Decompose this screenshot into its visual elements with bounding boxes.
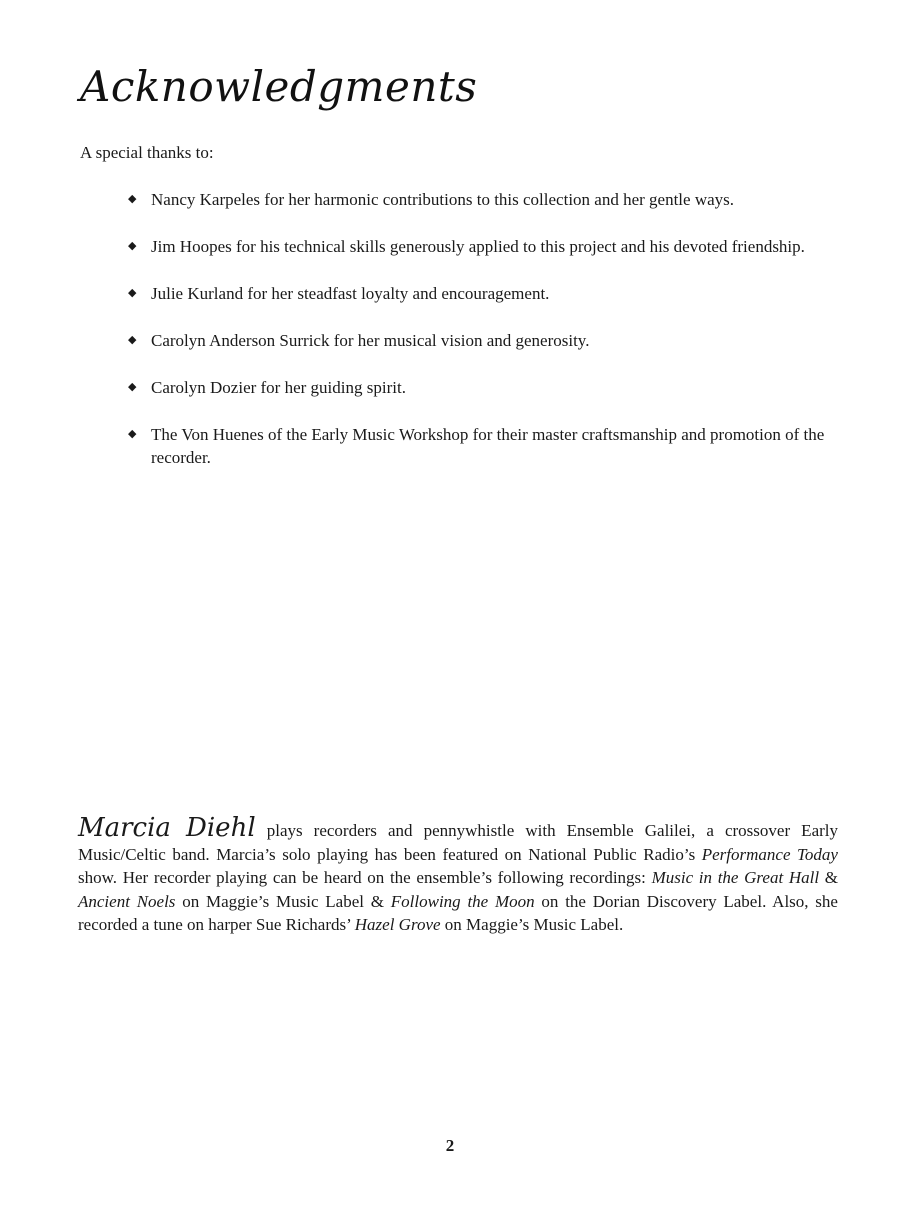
list-item xyxy=(128,423,838,469)
thanks-text: Jim Hoopes for his technical skills generously applied to this project and his devoted friendship. xyxy=(151,237,805,256)
bio-title-italic: Following the Moon xyxy=(390,891,535,911)
bullet-icon: ◆ xyxy=(128,428,137,440)
bio-title-italic: Ancient Noels xyxy=(78,891,176,911)
list-item xyxy=(128,376,838,399)
thanks-text: Carolyn Anderson Surrick for her musical vision and generosity. xyxy=(151,331,590,350)
thanks-text: Nancy Karpeles for her harmonic contributions to this collection and her gentle ways. xyxy=(151,190,735,209)
thanks-text: Carolyn Dozier for her guiding spirit. xyxy=(151,378,406,397)
bio-text: on the Dorian Discovery Label. Also, she recorded a tune on harper Sue Richards’ xyxy=(78,891,838,934)
bullet-icon: ◆ xyxy=(128,381,137,393)
bio-text: plays recorders and pennywhistle with Ensemble Galilei, a crossover Early Music/Celtic band. Marcia’s solo playing has been featured on National Public Radio’s xyxy=(78,821,838,864)
bio-text: on Maggie’s Music Label & xyxy=(175,891,391,911)
page-number: 2 xyxy=(445,1136,455,1155)
thanks-text: Julie Kurland for her steadfast loyalty and encouragement. xyxy=(151,284,550,303)
thanks-text: The Von Huenes of the Early Music Workshop for their master craftsmanship and promotion of the recorder. xyxy=(151,425,825,467)
intro-text: A special thanks to: xyxy=(80,143,214,162)
bullet-icon: ◆ xyxy=(128,240,137,252)
thanks-list xyxy=(128,188,838,493)
bullet-icon: ◆ xyxy=(128,334,137,346)
author-name: Marcia Diehl xyxy=(78,813,256,843)
bio-text: show. Her recorder playing can be heard on the ensemble’s following recordings: xyxy=(78,868,652,887)
list-item xyxy=(128,329,838,352)
bio-title-italic: Music in the Great Hall xyxy=(651,868,820,887)
author-bio xyxy=(78,813,838,937)
bio-title-italic: Hazel Grove xyxy=(354,915,441,934)
bullet-icon: ◆ xyxy=(128,193,137,205)
list-item xyxy=(128,235,838,258)
bio-title-italic: Performance Today xyxy=(701,844,838,864)
bullet-icon: ◆ xyxy=(128,287,137,299)
bio-text: & xyxy=(819,868,838,887)
bio-text: on Maggie’s Music Label. xyxy=(440,915,624,934)
list-item xyxy=(128,282,838,305)
page-title: Acknowledgments xyxy=(80,62,478,111)
list-item xyxy=(128,188,838,211)
